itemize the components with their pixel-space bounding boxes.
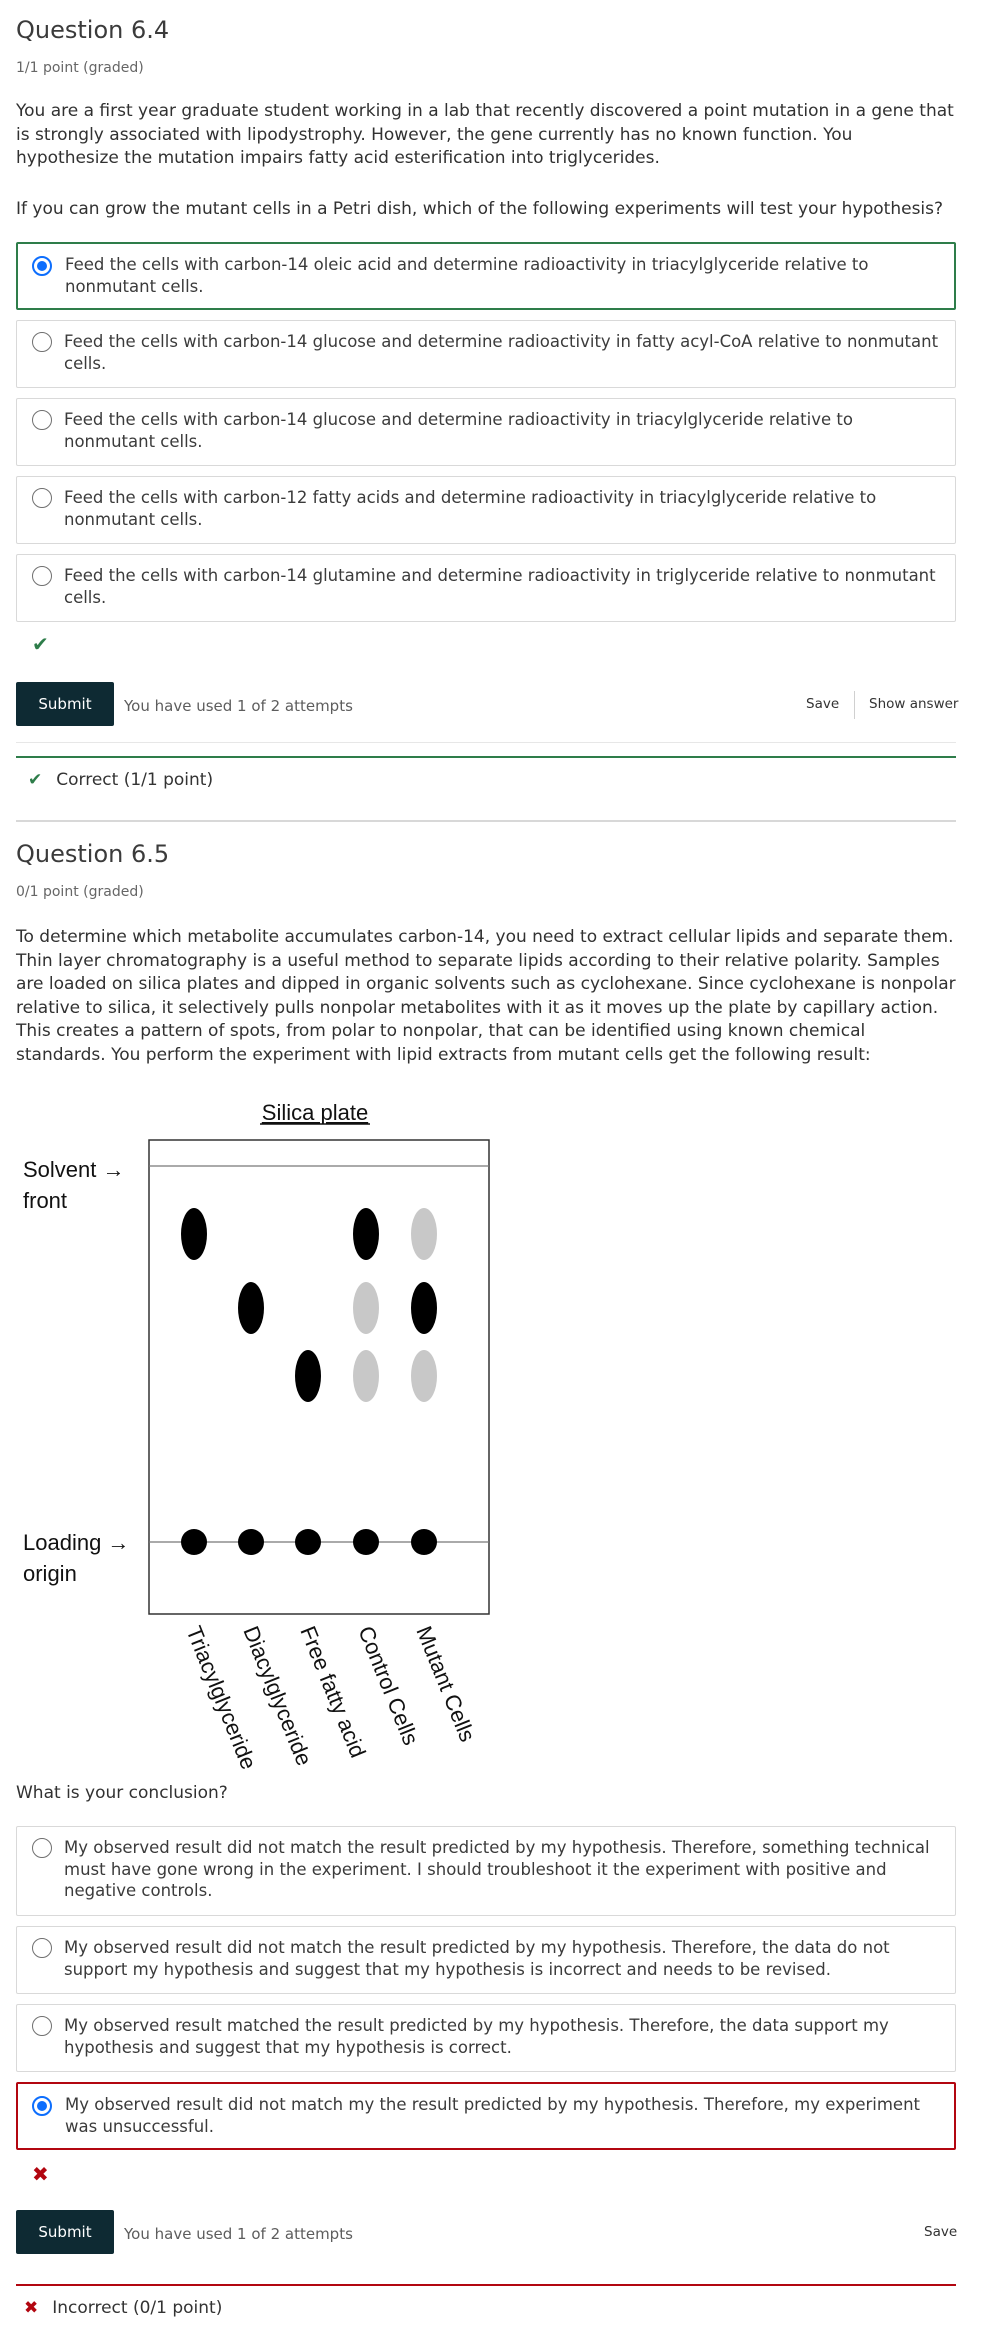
origin-spot [181, 1529, 207, 1555]
q65-choice-1[interactable] [16, 1826, 956, 1916]
origin-spot [411, 1529, 437, 1555]
tlc-spot [411, 1208, 437, 1260]
q64-save-button[interactable]: Save [806, 696, 840, 712]
loading-origin-label-2: origin [23, 1561, 77, 1586]
q65-choice-3[interactable] [16, 2004, 956, 2072]
conclusion-prompt: What is your conclusion? [16, 1783, 228, 1803]
tlc-spot [181, 1208, 207, 1260]
cross-icon: ✖ [24, 2298, 39, 2318]
q65-choice-3-label: My observed result matched the result predicted by my hypothesis. Therefore, the data support my hypothesis and suggest that my hypothesis is correct. [64, 2016, 889, 2057]
radio-icon[interactable] [32, 566, 52, 586]
q64-choice-2[interactable] [16, 320, 956, 388]
q64-result-text: Correct (1/1 point) [56, 770, 214, 790]
divider [16, 742, 956, 743]
origin-spot [295, 1529, 321, 1555]
incorrect-divider [16, 2284, 956, 2286]
q64-attempts-text: You have used 1 of 2 attempts [124, 697, 353, 715]
figure-title: Silica plate [261, 1100, 369, 1125]
question-6-4-title: Question 6.4 [16, 16, 170, 44]
question-divider [16, 820, 956, 822]
q64-choice-5[interactable] [16, 554, 956, 622]
q65-choice-4[interactable] [16, 2082, 956, 2150]
q64-choice-1[interactable] [16, 242, 956, 310]
question-6-5-title: Question 6.5 [16, 840, 170, 868]
lane-label: Diacylglyceride [238, 1622, 317, 1770]
radio-icon[interactable] [32, 1938, 52, 1958]
lane-labels-group [181, 1623, 480, 1773]
tlc-spot [353, 1350, 379, 1402]
q64-choice-4[interactable] [16, 476, 956, 544]
q65-choice-2-label: My observed result did not match the result predicted by my hypothesis. Therefore, the data do not support my hypothesis and suggest that my hypothesis is incorrect and needs to be revised. [64, 1938, 890, 1979]
tlc-spot [411, 1350, 437, 1402]
action-separator [854, 691, 855, 719]
lane-label: Control Cells [353, 1622, 424, 1749]
tlc-spot [353, 1208, 379, 1260]
q64-choice-4-label: Feed the cells with carbon-12 fatty acids and determine radioactivity in triacylglyceride relative to nonmutant cells. [64, 488, 877, 529]
radio-selected-icon[interactable] [32, 2096, 52, 2116]
q65-attempts-text: You have used 1 of 2 attempts [124, 2225, 353, 2243]
q65-result [16, 2298, 222, 2318]
q65-result-text: Incorrect (0/1 point) [52, 2298, 223, 2318]
checkmark-icon: ✔ [28, 770, 43, 790]
q64-choice-5-label: Feed the cells with carbon-14 glutamine and determine radioactivity in triglyceride relative to nonmutant cells. [64, 566, 936, 607]
correct-divider [16, 756, 956, 758]
radio-icon[interactable] [32, 332, 52, 352]
question-6-4-question: If you can grow the mutant cells in a Petri dish, which of the following experiments will test your hypothesis? [16, 199, 944, 219]
q64-choice-1-label: Feed the cells with carbon-14 oleic acid and determine radioactivity in triacylglyceride relative to nonmutant cells. [65, 255, 869, 296]
loading-origin-label: Loading → [23, 1530, 130, 1555]
tlc-spot [238, 1282, 264, 1334]
q65-save-button[interactable]: Save [924, 2224, 958, 2240]
lane-label: Triacylglyceride [181, 1622, 262, 1773]
q65-choice-2[interactable] [16, 1926, 956, 1994]
checkmark-icon: ✔ [32, 632, 49, 656]
origin-spot [353, 1529, 379, 1555]
solvent-front-label: Solvent → [23, 1157, 125, 1182]
q64-choice-2-label: Feed the cells with carbon-14 glucose and determine radioactivity in fatty acyl-CoA relative to nonmutant cells. [64, 332, 939, 373]
solvent-front-label-2: front [23, 1188, 68, 1213]
q65-submit-button[interactable]: Submit [16, 2210, 114, 2254]
tlc-spot [411, 1282, 437, 1334]
question-6-5-points: 0/1 point (graded) [16, 884, 144, 900]
q64-result [16, 770, 213, 790]
radio-icon[interactable] [32, 1838, 52, 1858]
q65-choice-1-label: My observed result did not match the result predicted by my hypothesis. Therefore, something technical must have gone wrong in the experiment. I should troubleshoot it the experiment with positive and negative controls. [64, 1838, 930, 1900]
silica-plate-figure [16, 1090, 516, 1790]
question-6-5-prompt: To determine which metabolite accumulates carbon-14, you need to extract cellular lipids and separate them. Thin layer chromatography is a useful method to separate lipids according to their relative polarity. Samples are loaded on silica plates and dipped in organic solvents such as cyclohexane. Since cyclohexane is nonpolar relative to silica, it selectively pulls nonpolar metabolites with it as it moves up the plate by capillary action. This creates a pattern of spots, from polar to nonpolar, that can be identified using known chemical standards. You perform the experiment with lipid extracts from mutant cells get the following result: [16, 927, 956, 1065]
q64-show-answer-button[interactable]: Show answer [869, 696, 959, 712]
radio-icon[interactable] [32, 2016, 52, 2036]
lane-label: Mutant Cells [411, 1622, 481, 1746]
tlc-spot [353, 1282, 379, 1334]
q64-choice-3-label: Feed the cells with carbon-14 glucose and determine radioactivity in triacylglyceride relative to nonmutant cells. [64, 410, 853, 451]
q64-choice-3[interactable] [16, 398, 956, 466]
q64-submit-button[interactable]: Submit [16, 682, 114, 726]
tlc-spot [295, 1350, 321, 1402]
radio-selected-icon[interactable] [32, 256, 52, 276]
q65-choice-4-label: My observed result did not match my the result predicted by my hypothesis. Therefore, my experiment was unsuccessful. [65, 2095, 921, 2136]
question-6-4-points: 1/1 point (graded) [16, 60, 144, 76]
lane-label: Free fatty acid [295, 1622, 371, 1762]
radio-icon[interactable] [32, 410, 52, 430]
radio-icon[interactable] [32, 488, 52, 508]
question-6-4-prompt: You are a first year graduate student working in a lab that recently discovered a point mutation in a gene that is strongly associated with lipodystrophy. However, the gene currently has no known function. You hypothesize the mutation impairs fatty acid esterification into triglycerides. [16, 101, 954, 168]
cross-icon: ✖ [32, 2162, 49, 2186]
origin-spot [238, 1529, 264, 1555]
